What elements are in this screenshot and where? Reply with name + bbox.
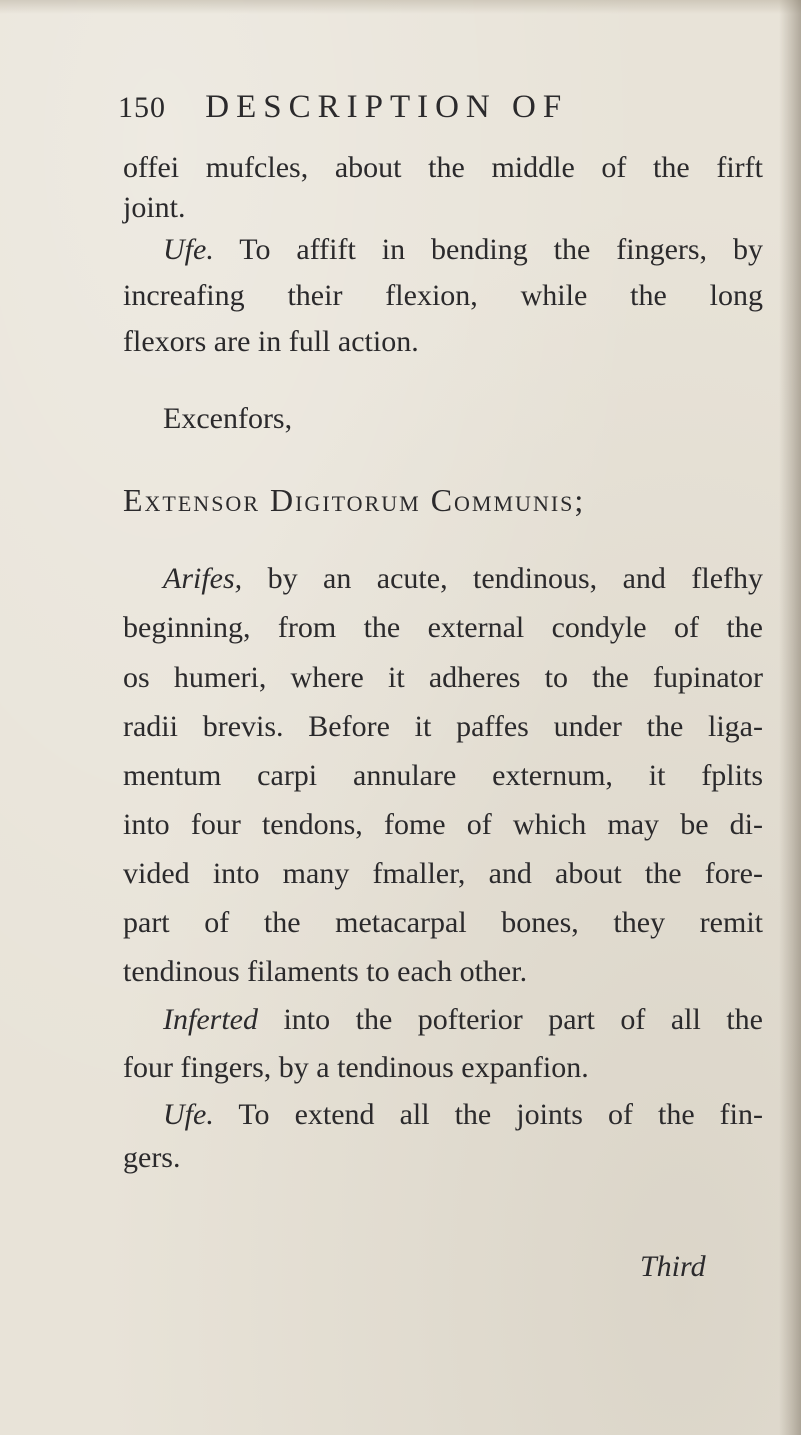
text-line: Inferted into the pofterior part of all the xyxy=(163,1003,763,1036)
text-line: joint. xyxy=(123,191,186,224)
running-head xyxy=(118,82,738,132)
text-line: beginning, from the external condyle of the xyxy=(123,611,763,644)
text-line: four fingers, by a tendinous expanfion. xyxy=(123,1051,589,1084)
running-head-title: DESCRIPTION OF xyxy=(205,89,569,125)
text-line: gers. xyxy=(123,1141,181,1174)
text-line: part of the metacarpal bones, they remit xyxy=(123,906,763,939)
text-line: Ufe. To affift in bending the fingers, by xyxy=(163,233,763,266)
text-line: into four tendons, fome of which may be di- xyxy=(123,808,763,841)
text-line: flexors are in full action. xyxy=(123,325,419,358)
text-line: increafing their flexion, while the long xyxy=(123,279,763,312)
text-line: tendinous filaments to each other. xyxy=(123,955,528,988)
section-subheading: Excenfors, xyxy=(163,402,293,435)
catchword: Third xyxy=(640,1250,706,1283)
page-right-edge xyxy=(779,0,801,1435)
text-line: Ufe. To extend all the joints of the fin- xyxy=(163,1098,763,1131)
page-top-shadow xyxy=(0,0,801,14)
text-line: radii brevis. Before it paffes under the liga- xyxy=(123,710,763,743)
text-line: mentum carpi annulare externum, it fplits xyxy=(123,759,763,792)
text-line: vided into many fmaller, and about the fore- xyxy=(123,857,763,890)
text-line: Arifes, by an acute, tendinous, and flefhy xyxy=(163,562,763,595)
muscle-heading: Extensor Digitorum Communis; xyxy=(123,482,586,518)
text-line: offei mufcles, about the middle of the firft xyxy=(123,151,763,184)
text-line: os humeri, where it adheres to the fupinator xyxy=(123,661,763,694)
page-number: 150 xyxy=(118,91,166,124)
